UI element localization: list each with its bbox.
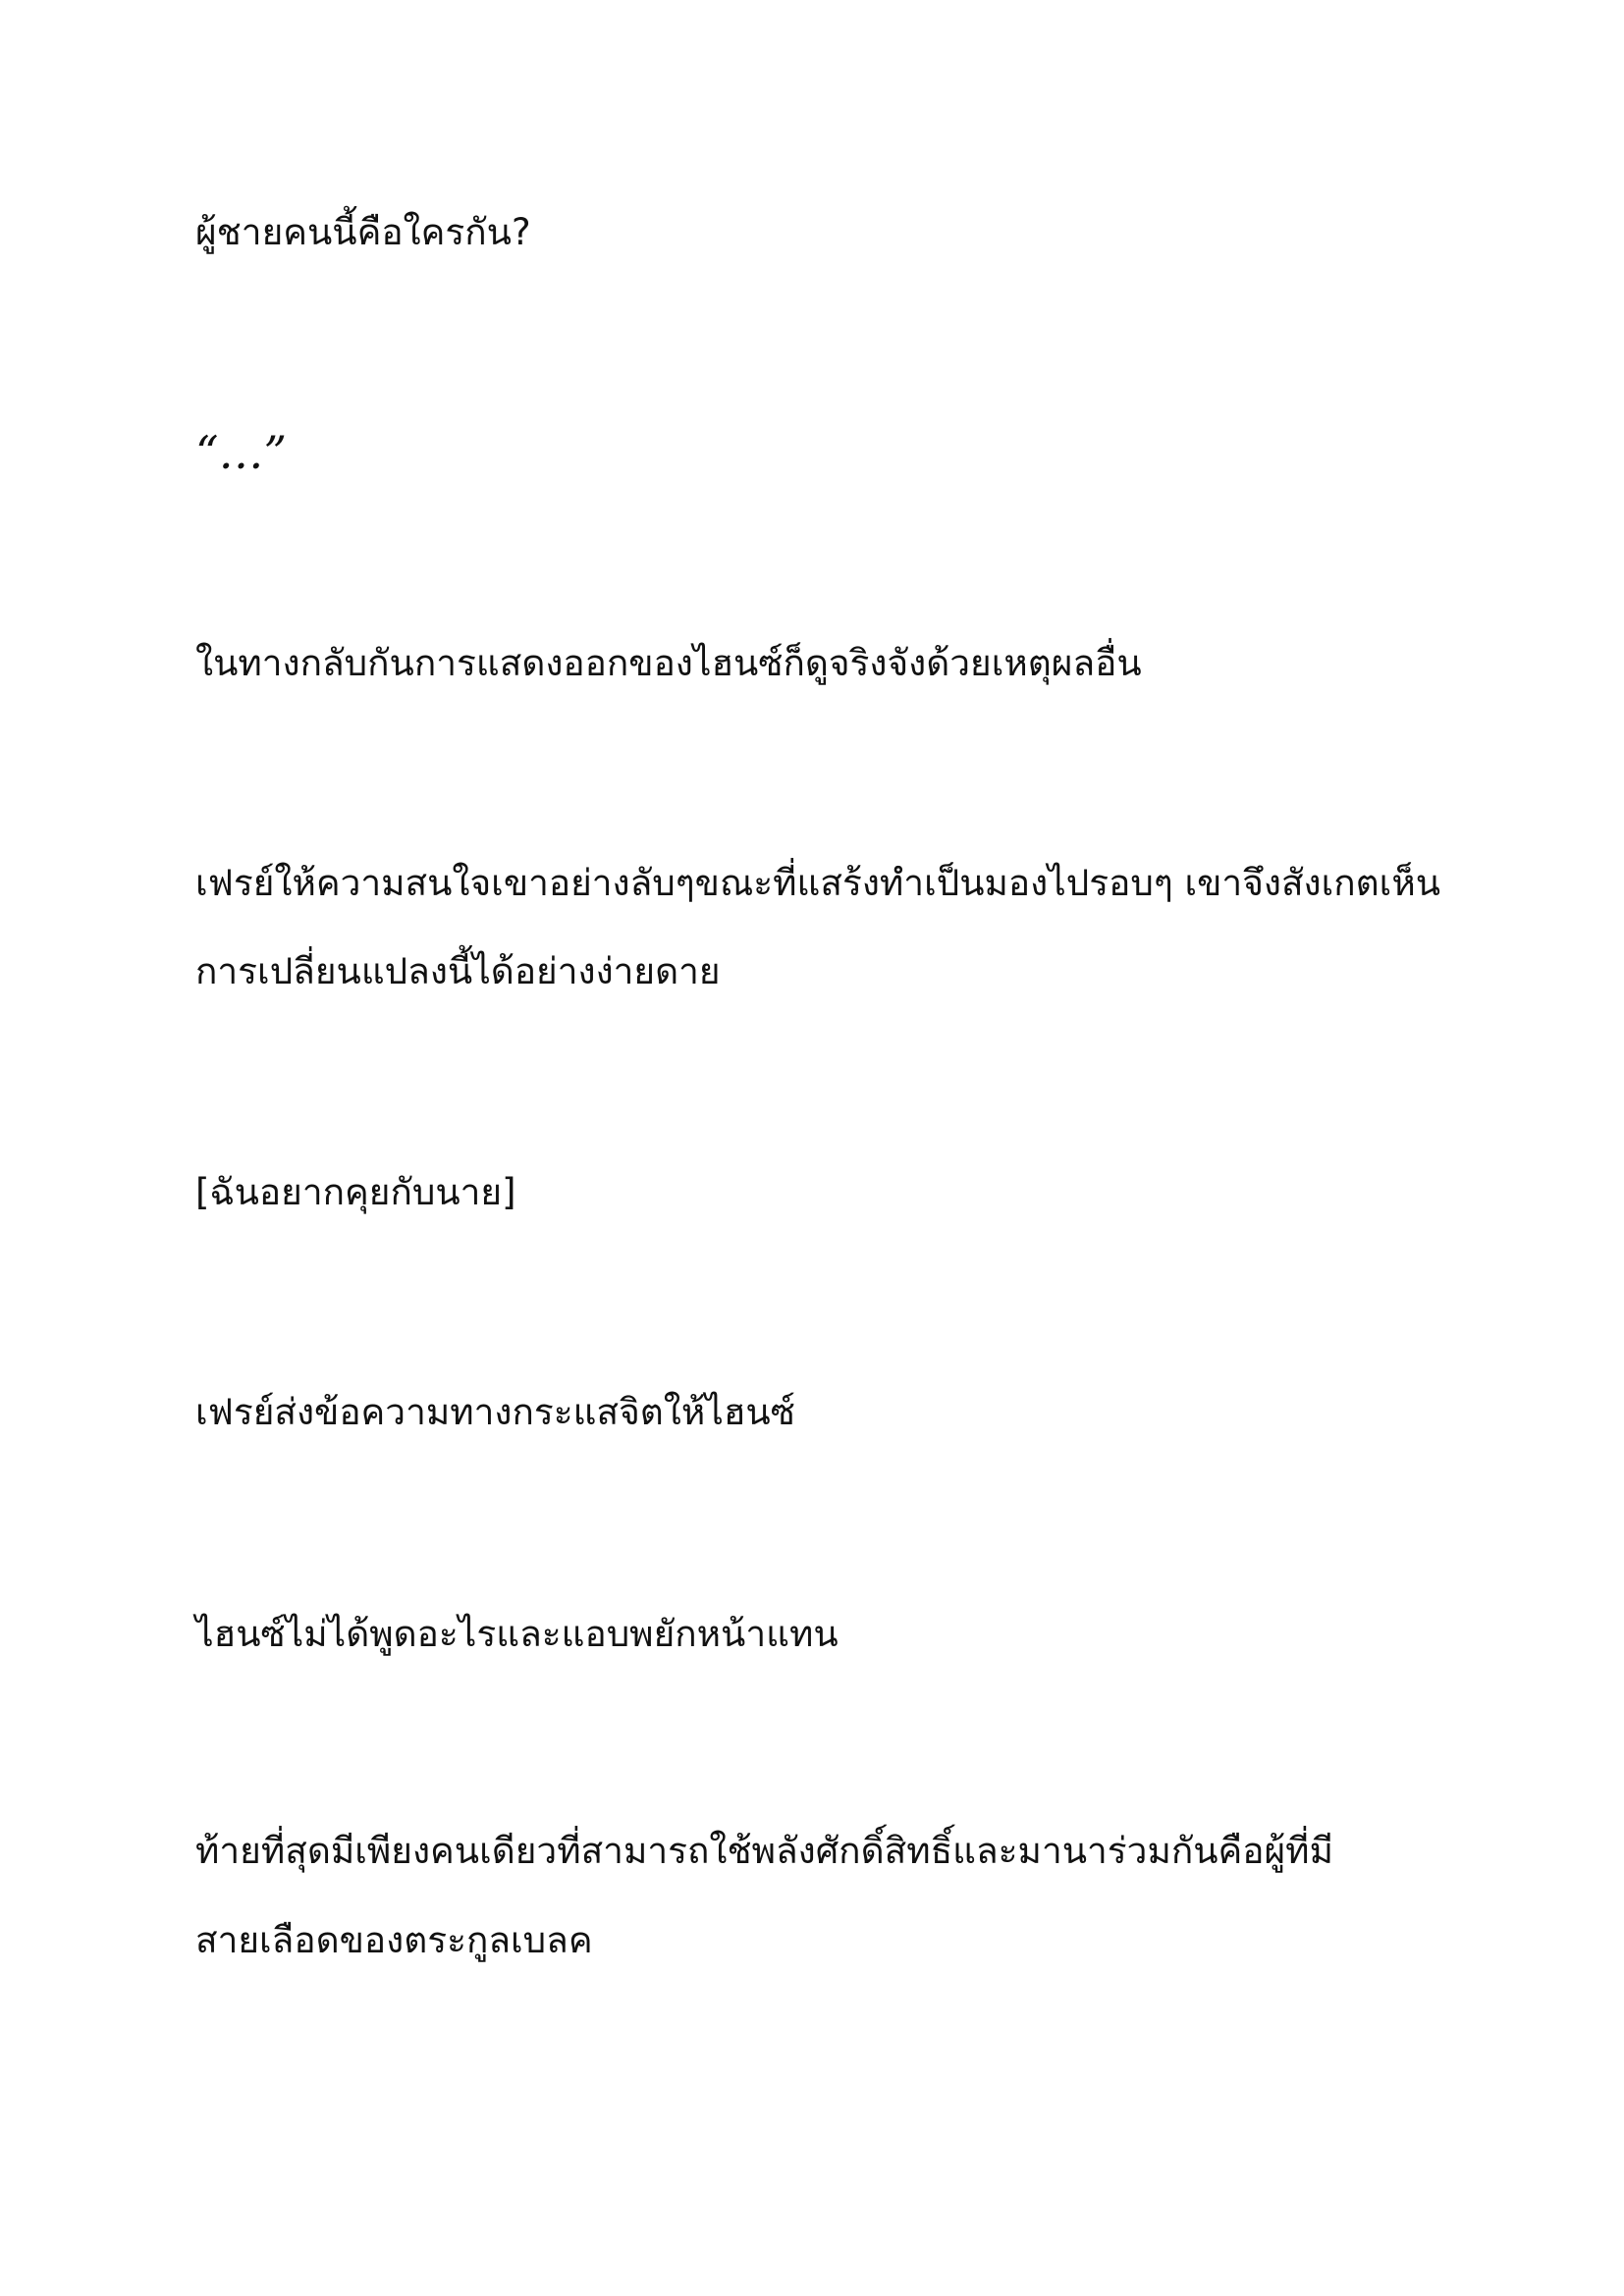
paragraph-line: เฟรย์ส่งข้อความทางกระแสจิตให้ไฮนซ์ xyxy=(195,1391,795,1433)
paragraph-line: การเปลี่ยนแปลงนี้ได้อย่างง่ายดาย xyxy=(195,950,721,992)
paragraph-line: ผู้ชายคนนี้คือใครกัน? xyxy=(195,211,531,253)
paragraph-line: เฟรย์ให้ความสนใจเขาอย่างลับๆขณะที่แสร้งทำเป็นมองไปรอบๆ เขาจึงสังเกตเห็น xyxy=(195,862,1441,904)
paragraph-question xyxy=(195,211,531,253)
paragraph-line: สายเลือดของตระกูลเบลค xyxy=(195,1919,593,1961)
paragraph-ellipsis-quote xyxy=(195,426,288,479)
paragraph-telepathy-message xyxy=(195,1171,516,1213)
paragraph-frey-sends xyxy=(195,1391,795,1433)
paragraph-line: [ฉันอยากคุยกับนาย] xyxy=(195,1171,516,1213)
paragraph-heinz-expression xyxy=(195,642,1142,684)
paragraph-line: “…” xyxy=(195,426,288,479)
paragraph-line: ไฮนซ์ไม่ได้พูดอะไรและแอบพยักหน้าแทน xyxy=(195,1613,839,1655)
paragraph-line: ในทางกลับกันการแสดงออกของไฮนซ์ก็ดูจริงจังด้วยเหตุผลอื่น xyxy=(195,642,1142,684)
paragraph-line: ท้ายที่สุดมีเพียงคนเดียวที่สามารถใช้พลังศักดิ์สิทธิ์และมานาร่วมกันคือผู้ที่มี xyxy=(195,1830,1333,1872)
paragraph-heinz-nods xyxy=(195,1613,839,1655)
